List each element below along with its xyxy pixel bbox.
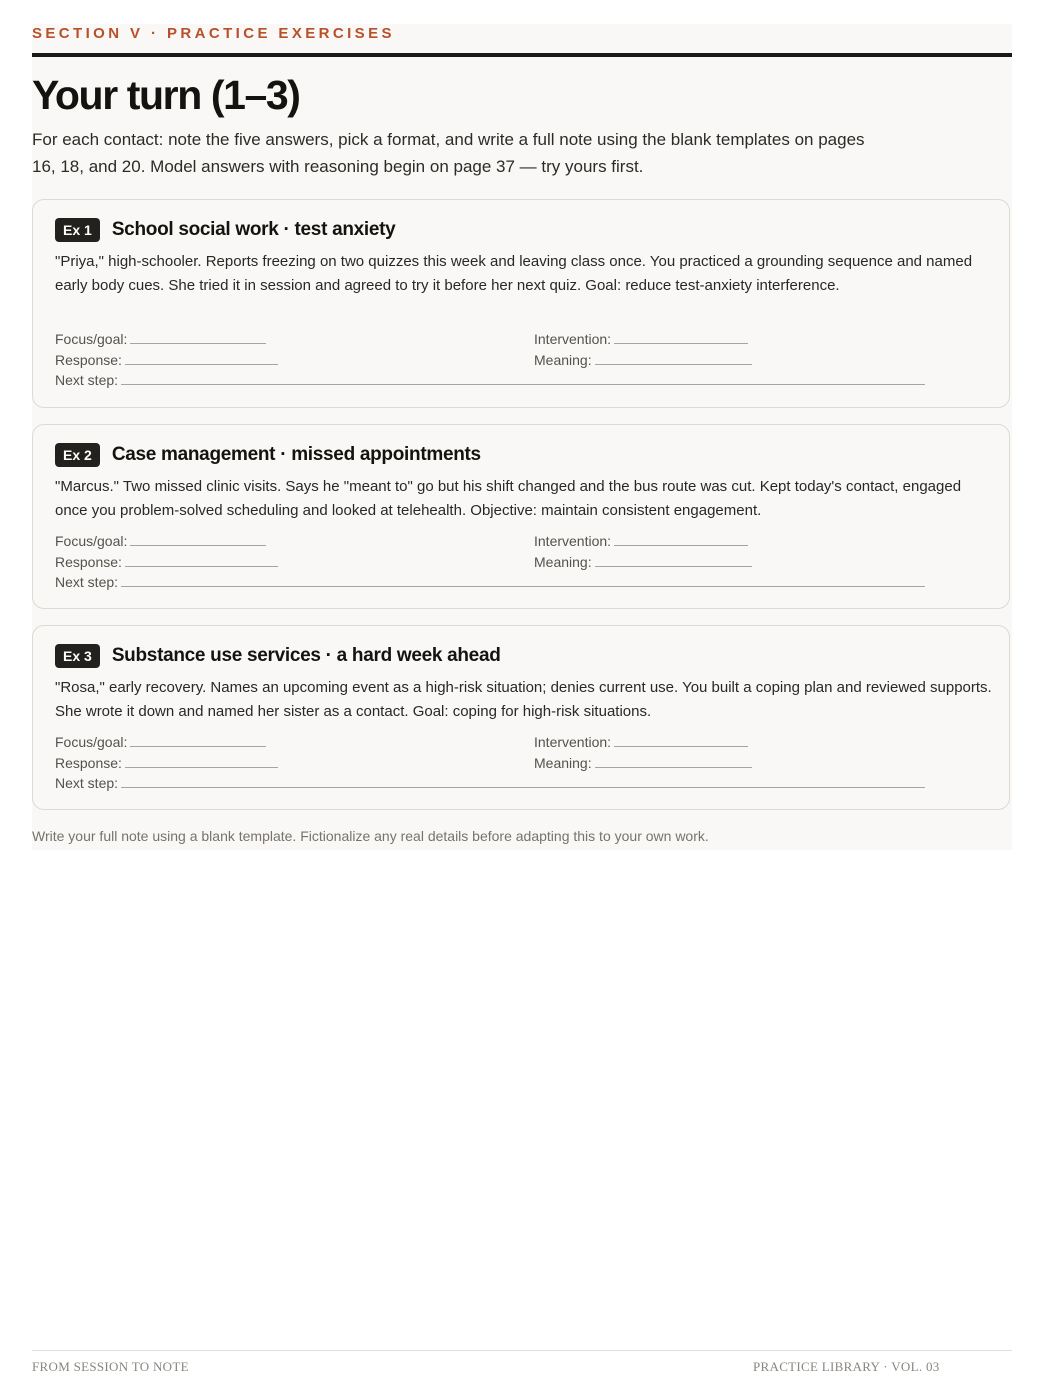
blank-line <box>614 745 748 747</box>
blank-line <box>595 363 752 365</box>
exercise-card-2 <box>32 424 1010 609</box>
blank-line <box>121 383 925 385</box>
intervention-field[interactable] <box>534 734 748 750</box>
meaning-field[interactable] <box>534 554 752 570</box>
focus-goal-field[interactable] <box>55 533 266 549</box>
blank-line <box>125 363 278 365</box>
blank-line <box>125 565 278 567</box>
intervention-field[interactable] <box>534 331 748 347</box>
field-label: Meaning: <box>534 352 592 368</box>
blank-line <box>130 342 266 344</box>
blank-line <box>125 766 278 768</box>
footer-book-title: FROM SESSION TO NOTE <box>32 1359 189 1374</box>
field-label: Response: <box>55 755 122 771</box>
field-label: Intervention: <box>534 533 612 549</box>
exercise-title: Substance use services · a hard week ahead <box>111 645 501 666</box>
exercise-title: Case management · missed appointments <box>111 444 481 465</box>
field-label: Focus/goal: <box>55 331 128 347</box>
next-step-field[interactable] <box>55 574 925 590</box>
blank-line <box>121 585 925 587</box>
response-field[interactable] <box>55 352 278 368</box>
blank-line <box>614 544 748 546</box>
field-label: Focus/goal: <box>55 533 128 549</box>
exercise-badge: Ex 1 <box>55 218 100 242</box>
footer-rule <box>32 1350 1012 1351</box>
meaning-field[interactable] <box>534 352 752 368</box>
blank-line <box>614 342 748 344</box>
section-eyebrow: SECTION V · PRACTICE EXERCISES <box>32 25 395 42</box>
page-title: Your turn (1–3) <box>32 72 300 118</box>
blank-line <box>121 786 925 788</box>
next-step-field[interactable] <box>55 372 925 388</box>
exercise-badge: Ex 3 <box>55 644 100 668</box>
field-label: Next step: <box>55 574 119 590</box>
field-label: Meaning: <box>534 755 592 771</box>
blank-line <box>595 766 752 768</box>
blank-line <box>595 565 752 567</box>
field-label: Intervention: <box>534 734 612 750</box>
blank-line <box>130 745 266 747</box>
intervention-field[interactable] <box>534 533 748 549</box>
field-label: Next step: <box>55 775 119 791</box>
closing-note: Write your full note using a blank template. Fictionalize any real details before adapting this to your own work. <box>32 828 709 844</box>
field-label: Meaning: <box>534 554 592 570</box>
field-label: Response: <box>55 554 122 570</box>
field-label: Response: <box>55 352 122 368</box>
exercise-header <box>55 443 481 467</box>
header-rule <box>32 53 1012 57</box>
exercise-card-3 <box>32 625 1010 810</box>
focus-goal-field[interactable] <box>55 734 266 750</box>
exercise-header <box>55 644 501 668</box>
field-label: Next step: <box>55 372 119 388</box>
exercise-card-1 <box>32 199 1010 408</box>
exercise-scenario: "Rosa," early recovery. Names an upcoming event as a high-risk situation; denies current use. You built a coping plan and reviewed supports. She wrote it down and named her sister as a contact. Goal: coping for high-risk situations. <box>55 679 992 720</box>
response-field[interactable] <box>55 755 278 771</box>
meaning-field[interactable] <box>534 755 752 771</box>
blank-line <box>130 544 266 546</box>
exercise-scenario: "Marcus." Two missed clinic visits. Says he "meant to" go but his shift changed and the bus route was cut. Kept today's contact, engaged once you problem-solved scheduling and looked at telehealth. Objective: maintain consistent engagement. <box>55 478 962 519</box>
intro-text: For each contact: note the five answers, pick a format, and write a full note using the blank templates on pages 16, 18, and 20. Model answers with reasoning begin on page 37 — try yours first. <box>32 130 865 176</box>
exercise-scenario: "Priya," high-schooler. Reports freezing on two quizzes this week and leaving class once. You practiced a grounding sequence and named early body cues. She tried it in session and agreed to try it before her next quiz. Goal: reduce test-anxiety interference. <box>55 253 973 294</box>
next-step-field[interactable] <box>55 775 925 791</box>
focus-goal-field[interactable] <box>55 331 266 347</box>
field-label: Focus/goal: <box>55 734 128 750</box>
response-field[interactable] <box>55 554 278 570</box>
exercise-title: School social work · test anxiety <box>111 219 396 240</box>
field-label: Intervention: <box>534 331 612 347</box>
exercise-badge: Ex 2 <box>55 443 100 467</box>
footer-series: PRACTICE LIBRARY · VOL. 03 <box>753 1359 940 1374</box>
exercise-header <box>55 218 395 242</box>
